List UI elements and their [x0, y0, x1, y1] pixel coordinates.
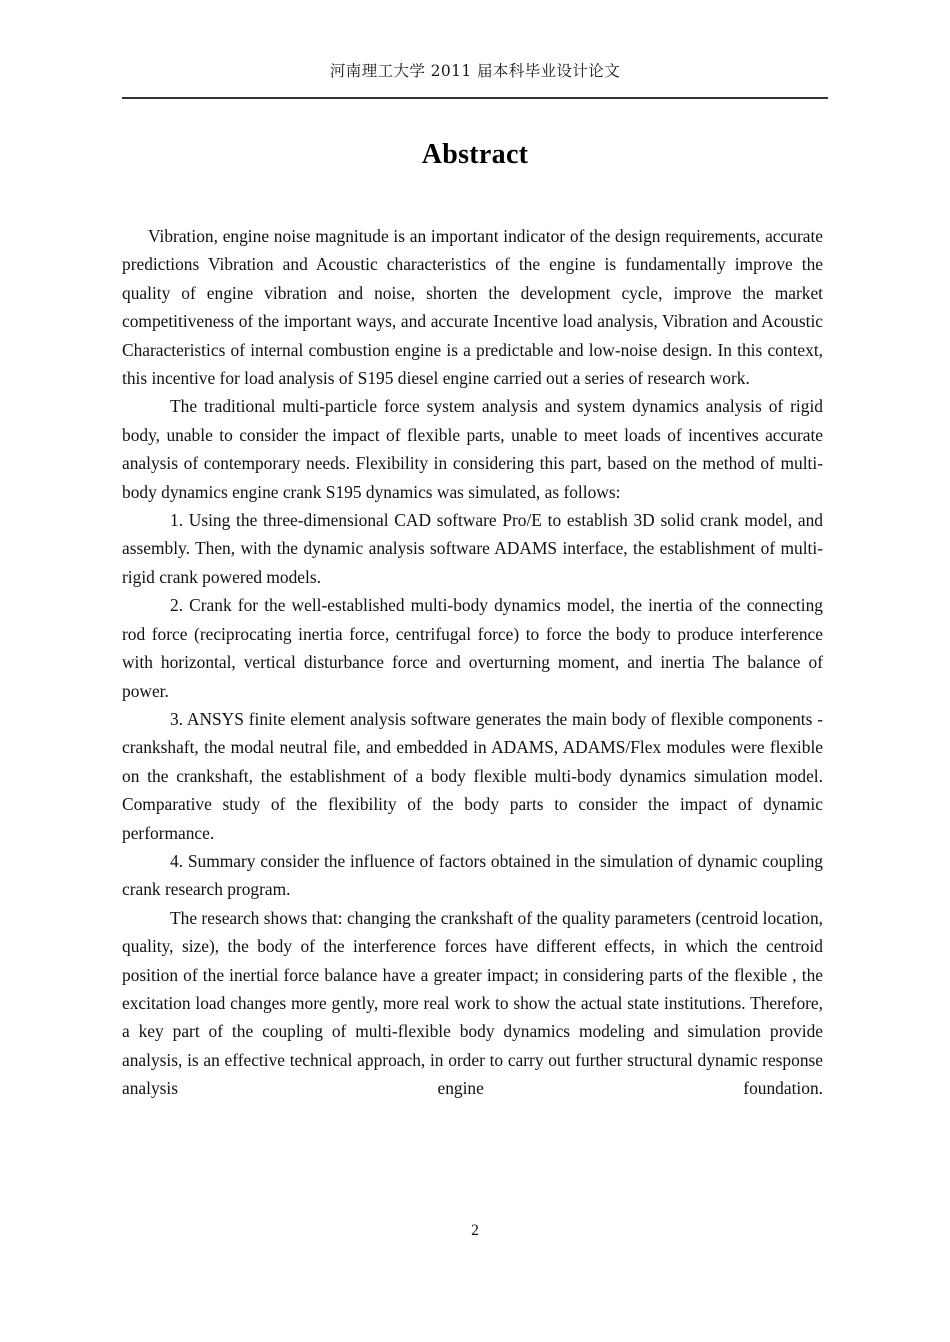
running-header: [122, 62, 828, 81]
paragraph: Vibration, engine noise magnitude is an important indicator of the design requirements, accurate predictions Vibration and Acoustic characteristics of the engine is fundamentally improve the quality of engine vibration and noise, shorten the development cycle, improve the market competitiveness of the important ways, and accurate Incentive load analysis, Vibration and Acoustic Characteristics of internal combustion engine is a predictable and low-noise design. In this context, this incentive for load analysis of S195 diesel engine carried out a series of research work.: [122, 226, 823, 389]
running-header-text: 河南理工大学 2011 届本科毕业设计论文: [329, 62, 621, 80]
abstract-body: [122, 222, 823, 1131]
paragraph: 3. ANSYS finite element analysis software generates the main body of flexible components - crankshaft, the modal neutral file, and embedded in ADAMS, ADAMS/Flex modules were flexible on the crankshaft, the establishment of a body flexible multi-body dynamics simulation model. Comparative study of the flexibility of the body parts to consider the impact of dynamic performance.: [122, 708, 823, 843]
paragraph: 2. Crank for the well-established multi-body dynamics model, the inertia of the connecting rod force (reciprocating inertia force, centrifugal force) to force the body to produce interference with horizontal, vertical disturbance force and overturning moment, and inertia The balance of power.: [122, 595, 823, 701]
paragraph: 1. Using the three-dimensional CAD software Pro/E to establish 3D solid crank model, and assembly. Then, with the dynamic analysis software ADAMS interface, the establishment of multi-rigid crank powered models.: [122, 510, 823, 587]
page-title: Abstract: [421, 139, 529, 170]
paragraph: 4. Summary consider the influence of factors obtained in the simulation of dynamic coupling crank research program.: [122, 850, 823, 900]
paragraph: The traditional multi-particle force system analysis and system dynamics analysis of rigid body, unable to consider the impact of flexible parts, unable to meet loads of incentives accurate analysis of contemporary needs. Flexibility in considering this part, based on the method of multi-body dynamics engine crank S195 dynamics was simulated, as follows:: [122, 396, 823, 502]
header-divider: [122, 97, 828, 99]
page-number: 2: [471, 1222, 479, 1239]
paragraph: The research shows that: changing the crankshaft of the quality parameters (centroid location, quality, size), the body of the interference forces have different effects, in which the centroid position of the inertial force balance have a greater impact; in considering parts of the flexible , the excitation load changes more gently, more real work to show the actual state institutions. Therefore, a key part of the coupling of multi-flexible body dynamics modeling and simulation provide analysis, is an effective technical approach, in order to carry out further structural dynamic response analysis engine foundation.: [122, 907, 823, 1099]
